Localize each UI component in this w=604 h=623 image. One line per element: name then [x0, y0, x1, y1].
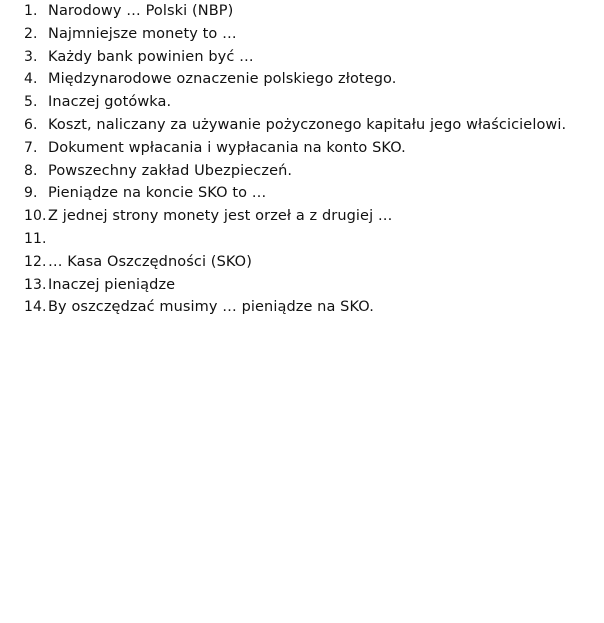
clue-number: 14. [24, 299, 47, 316]
clue-text: By oszczędzać musimy … pieniądze na SKO. [48, 299, 374, 316]
clue-number: 10. [24, 208, 47, 225]
clue-number: 5. [24, 94, 38, 111]
clue-number: 7. [24, 139, 38, 156]
clue-number: 4. [24, 71, 38, 88]
clue-text: Inaczej pieniądze [48, 276, 176, 293]
clue-number: 3. [24, 48, 38, 65]
clue-text: Każdy bank powinien być … [48, 48, 254, 65]
clue-number: 11. [24, 230, 47, 247]
clue-text: Narodowy … Polski (NBP) [48, 3, 234, 19]
clue-number: 13. [24, 276, 47, 293]
clue-number: 8. [24, 162, 38, 179]
clue-text: Z jednej strony monety jest orzeł a z drugiej … [48, 208, 393, 225]
clue-number: 2. [24, 25, 38, 42]
clue-text: Najmniejsze monety to … [48, 25, 237, 42]
clue-number: 12. [24, 253, 47, 270]
clue-text: Koszt, naliczany za używanie pożyczonego kapitału jego właścicielowi. [48, 116, 567, 133]
clue-text: Powszechny zakład Ubezpieczeń. [48, 162, 293, 179]
clue-text: Międzynarodowe oznaczenie polskiego złotego. [48, 71, 397, 88]
clue-text: Inaczej gotówka. [48, 94, 172, 111]
clue-text: Dokument wpłacania i wypłacania na konto SKO. [48, 139, 406, 156]
clue-number: 9. [24, 185, 38, 202]
clue-number: 1. [24, 3, 38, 19]
clue-text: Pieniądze na koncie SKO to … [48, 185, 267, 202]
clue-number: 6. [24, 116, 38, 133]
clue-text: … Kasa Oszczędności (SKO) [48, 253, 252, 270]
